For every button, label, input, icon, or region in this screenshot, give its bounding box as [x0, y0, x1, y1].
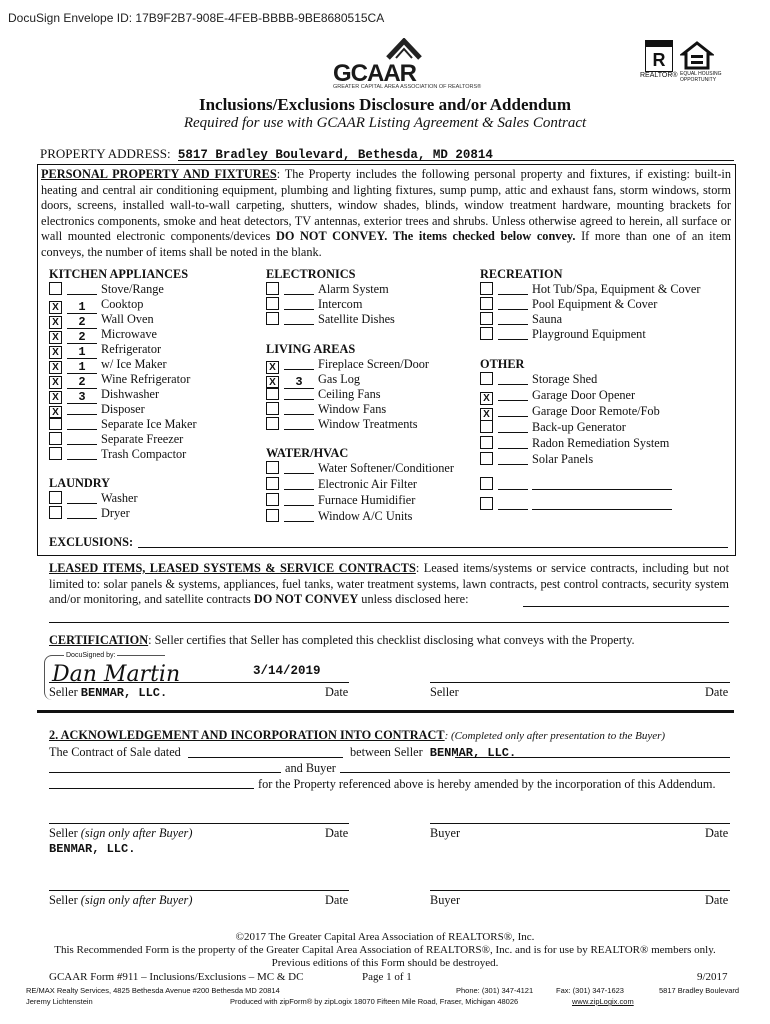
realtor-icon	[645, 40, 673, 72]
item-label: Garage Door Remote/Fob	[532, 404, 660, 418]
checkbox[interactable]: X	[480, 392, 493, 405]
kitchen-item	[49, 447, 186, 462]
laundry-heading: LAUNDRY	[49, 476, 111, 490]
checkbox[interactable]: X	[49, 346, 62, 359]
item-label: Hot Tub/Spa, Equipment & Cover	[532, 282, 701, 296]
item-label: Cooktop	[101, 297, 144, 311]
quantity-field[interactable]	[284, 461, 314, 474]
kitchen-item	[49, 417, 197, 432]
footer-phone: Phone: (301) 347-4121	[456, 986, 534, 995]
recreation-heading: RECREATION	[480, 267, 563, 281]
quantity-field[interactable]	[67, 447, 97, 460]
docusigned-label: DocuSigned by:	[66, 652, 116, 659]
ack-sig2-date2: Date	[705, 893, 729, 907]
footer-agent: Jeremy Lichtenstein	[26, 997, 93, 1006]
checkbox[interactable]: X	[49, 316, 62, 329]
living-item	[266, 357, 429, 372]
item-label: Wine Refrigerator	[101, 372, 191, 386]
item-label: Sauna	[532, 312, 563, 326]
recreation-item	[480, 282, 700, 297]
footer-url[interactable]: www.zipLogix.com	[572, 997, 634, 1006]
checkbox[interactable]	[480, 282, 493, 295]
living-heading: LIVING AREAS	[266, 342, 356, 356]
certification-date-value[interactable]: 3/14/2019	[253, 664, 321, 678]
quantity-field[interactable]	[498, 388, 528, 401]
other-item	[480, 452, 593, 467]
water-item	[266, 493, 415, 508]
seller-signature[interactable]: Dan Martin	[52, 662, 181, 687]
quantity-field[interactable]	[67, 432, 97, 445]
quantity-field[interactable]	[284, 282, 314, 295]
quantity-field[interactable]	[284, 493, 314, 506]
quantity-field[interactable]	[67, 417, 97, 430]
footer-fax: Fax: (301) 347-1623	[556, 986, 624, 995]
electronics-item	[266, 297, 362, 312]
svg-text:R: R	[652, 50, 666, 70]
ack-sig2-date: Date	[325, 893, 349, 907]
personal-property-heading: PERSONAL PROPERTY AND FIXTURES	[41, 167, 277, 181]
electronics-heading: ELECTRONICS	[266, 267, 356, 281]
checkbox[interactable]	[266, 282, 279, 295]
item-label: Solar Panels	[532, 452, 594, 466]
living-item	[266, 372, 360, 387]
quantity-field[interactable]	[284, 357, 314, 370]
certification-paragraph: CERTIFICATION: Seller certifies that Seller has completed this checklist disclosing what conveys with the Property.	[49, 633, 635, 647]
checkbox[interactable]	[480, 312, 493, 325]
kitchen-item	[49, 327, 157, 342]
certification-seller2-label: Seller	[430, 685, 459, 699]
other-item	[480, 372, 597, 387]
checkbox[interactable]	[480, 436, 493, 449]
kitchen-item	[49, 387, 159, 402]
other-heading: OTHER	[480, 357, 525, 371]
certification-seller-row	[49, 685, 167, 700]
contract-date-field[interactable]	[188, 745, 343, 758]
item-label: Alarm System	[318, 282, 389, 296]
checkbox[interactable]	[49, 432, 62, 445]
other-blank-row-1	[480, 477, 676, 492]
checkbox[interactable]: X	[49, 391, 62, 404]
checkbox[interactable]	[480, 297, 493, 310]
item-label: Fireplace Screen/Door	[318, 357, 429, 371]
quantity-field[interactable]: 3	[67, 391, 97, 404]
certification-heading: CERTIFICATION	[49, 633, 149, 647]
checkbox[interactable]	[480, 452, 493, 465]
checkbox[interactable]: X	[266, 376, 279, 389]
other-blank-row-2	[480, 497, 676, 512]
logo-word: GCAAR	[333, 60, 416, 87]
other-item	[480, 388, 635, 403]
checkbox[interactable]: X	[49, 361, 62, 374]
living-item	[266, 417, 418, 432]
footer-prop: 5817 Bradley Boulevard	[659, 986, 740, 995]
exclusions-field[interactable]	[138, 547, 728, 548]
quantity-field[interactable]	[67, 282, 97, 295]
checkbox[interactable]: X	[49, 376, 62, 389]
quantity-field[interactable]	[498, 372, 528, 385]
quantity-field[interactable]	[284, 402, 314, 415]
water-item	[266, 461, 454, 476]
form-title: Inclusions/Exclusions Disclosure and/or Addendum	[198, 95, 572, 114]
ack-sig1-buyer: Buyer	[430, 826, 461, 840]
item-label: Back-up Generator	[532, 420, 626, 434]
buyer-field-3[interactable]	[49, 788, 254, 789]
water-item	[266, 477, 417, 492]
item-label: Playground Equipment	[532, 327, 646, 341]
quantity-field[interactable]	[284, 509, 314, 522]
item-label: Satellite Dishes	[318, 312, 395, 326]
laundry-item	[49, 506, 130, 521]
checkbox[interactable]	[266, 297, 279, 310]
checkbox[interactable]	[480, 372, 493, 385]
logo-subtitle: GREATER CAPITAL AREA ASSOCIATION OF REALTORS®	[333, 84, 482, 90]
kitchen-item	[49, 372, 190, 387]
footer-property-line: This Recommended Form is the property of the Greater Capital Area Association of REALTORS®, Inc. and is for use by REALTOR® members only.	[54, 944, 716, 956]
footer-date: 9/2017	[697, 971, 728, 983]
quantity-field[interactable]	[67, 491, 97, 504]
ack-heading: 2. ACKNOWLEDGEMENT AND INCORPORATION INTO CONTRACT	[49, 728, 445, 742]
item-label: Water Softener/Conditioner	[318, 461, 454, 475]
quantity-field[interactable]	[498, 420, 528, 433]
checkbox[interactable]: X	[49, 331, 62, 344]
quantity-field[interactable]: 1	[67, 301, 97, 314]
quantity-field[interactable]: 3	[284, 376, 314, 389]
personal-property-paragraph: PERSONAL PROPERTY AND FIXTURES: The Property includes the following personal property and fixtures, if existing: built-in heating and central air conditioning equipment, plumbing and lighting fixtures, sump pump, attic and exhaust fans, storm windows, storm doors, screens, installed wall-to-wall carpeting, shutters, window shades, blinds, window treatment hardware, mounting brackets for electronics components, smoke and heat detectors, TV antennas, exterior trees and shrubs. Unless otherwise agreed to herein, all surface or wall mounted electronic components/devices DO NOT CONVEY. The items checked below convey. If more than one of an item conveys, the number of items shall be noted in the blank.	[41, 167, 731, 259]
kitchen-item	[49, 402, 145, 417]
recreation-item	[480, 297, 657, 312]
kitchen-item	[49, 312, 154, 327]
item-label: Ceiling Fans	[318, 387, 381, 401]
checkbox[interactable]: X	[49, 406, 62, 419]
checkbox[interactable]	[266, 312, 279, 325]
quantity-field[interactable]	[498, 452, 528, 465]
ack-heading-row: 2. ACKNOWLEDGEMENT AND INCORPORATION INTO CONTRACT: (Completed only after presentation to the Buyer)	[49, 728, 666, 742]
kitchen-heading: KITCHEN APPLIANCES	[49, 267, 189, 281]
item-label: w/ Ice Maker	[101, 357, 167, 371]
leased-paragraph: LEASED ITEMS, LEASED SYSTEMS & SERVICE CONTRACTS: Leased items/systems or service contracts, including but not limited to: solar panels & systems, appliances, fuel tanks, water treatment systems, lawn contracts, pest control contracts, security system and/or monitoring, and satellite contracts DO NOT CONVEY unless disclosed here:	[49, 561, 729, 607]
buyer-field[interactable]	[49, 772, 281, 773]
leased-field-2[interactable]	[49, 622, 729, 623]
kitchen-item	[49, 282, 164, 297]
and-buyer-label: and Buyer	[285, 761, 336, 775]
checkbox[interactable]	[266, 402, 279, 415]
quantity-field[interactable]: 2	[67, 331, 97, 344]
footer-previous: Previous editions of this Form should be destroyed.	[271, 957, 499, 969]
leased-field[interactable]	[523, 606, 729, 607]
kitchen-item	[49, 342, 161, 357]
checkbox[interactable]	[480, 497, 493, 510]
quantity-field[interactable]: 2	[67, 316, 97, 329]
living-item	[266, 402, 386, 417]
property-address-value[interactable]: 5817 Bradley Boulevard, Bethesda, MD 20814	[177, 148, 493, 162]
footer-zipform: Produced with zipForm® by zipLogix 18070 Fifteen Mile Road, Fraser, Michigan 48026	[230, 997, 519, 1006]
item-label: Electronic Air Filter	[318, 477, 418, 491]
amended-text: for the Property referenced above is hereby amended by the incorporation of this Addendum.	[258, 777, 716, 791]
quantity-field[interactable]	[498, 404, 528, 417]
checkbox[interactable]	[49, 282, 62, 295]
ack-sig1-date2: Date	[705, 826, 729, 840]
quantity-field[interactable]	[284, 387, 314, 400]
item-label: Furnace Humidifier	[318, 493, 416, 507]
other-item	[480, 420, 626, 435]
item-label: Storage Shed	[532, 372, 598, 386]
quantity-field[interactable]	[498, 436, 528, 449]
item-label: Window Treatments	[318, 417, 418, 431]
item-label: Pool Equipment & Cover	[532, 297, 658, 311]
item-label: Microwave	[101, 327, 157, 341]
footer-copyright: ©2017 The Greater Capital Area Association of REALTORS®, Inc.	[235, 931, 535, 943]
checkbox[interactable]	[266, 477, 279, 490]
kitchen-item	[49, 297, 143, 312]
seller-label: Seller	[49, 685, 78, 699]
item-label: Stove/Range	[101, 282, 164, 296]
quantity-field[interactable]	[284, 477, 314, 490]
gcaar-logo-icon	[384, 38, 424, 60]
item-label: Window Fans	[318, 402, 387, 416]
recreation-item	[480, 312, 562, 327]
checkbox[interactable]	[49, 506, 62, 519]
water-heading: WATER/HVAC	[266, 446, 349, 460]
quantity-field[interactable]	[67, 402, 97, 415]
footer-form: GCAAR Form #911 – Inclusions/Exclusions – MC & DC	[49, 971, 304, 983]
ack-sig1-name: BENMAR, LLC.	[49, 842, 136, 856]
ack-sig2-buyer: Buyer	[430, 893, 461, 907]
item-label: Refrigerator	[101, 342, 162, 356]
buyer-field-2[interactable]	[340, 772, 730, 773]
checkbox[interactable]	[480, 477, 493, 490]
checkbox[interactable]	[266, 461, 279, 474]
living-item	[266, 387, 381, 402]
item-label: Dryer	[101, 506, 130, 520]
quantity-field[interactable]: 2	[67, 376, 97, 389]
quantity-field[interactable]	[67, 506, 97, 519]
quantity-field[interactable]	[498, 327, 528, 340]
ack-sig2-seller: Seller (sign only after Buyer)	[49, 893, 193, 907]
item-label: Separate Ice Maker	[101, 417, 197, 431]
seller-name: BENMAR, LLC.	[80, 686, 168, 700]
item-label: Gas Log	[318, 372, 361, 386]
checkbox[interactable]	[49, 417, 62, 430]
checkbox[interactable]	[266, 417, 279, 430]
quantity-field[interactable]	[284, 297, 314, 310]
checkbox[interactable]: X	[49, 301, 62, 314]
ack-sig1-seller: Seller (sign only after Buyer)	[49, 826, 193, 840]
checkbox[interactable]: X	[266, 361, 279, 374]
other-item	[480, 436, 669, 451]
other-item	[480, 404, 660, 419]
section-divider	[37, 710, 734, 713]
certification-date2-label: Date	[705, 685, 729, 699]
water-item	[266, 509, 412, 524]
quantity-field[interactable]	[498, 297, 528, 310]
electronics-item	[266, 282, 389, 297]
quantity-field[interactable]	[284, 417, 314, 430]
checkbox[interactable]: X	[480, 408, 493, 421]
kitchen-item	[49, 432, 183, 447]
equal-housing-label: EQUAL HOUSING OPPORTUNITY	[680, 71, 722, 83]
certification-date-label: Date	[325, 685, 349, 699]
item-label: Separate Freezer	[101, 432, 184, 446]
checkbox[interactable]	[266, 493, 279, 506]
recreation-item	[480, 327, 646, 342]
item-label: Washer	[101, 491, 138, 505]
item-label: Trash Compactor	[101, 447, 187, 461]
item-label: Dishwasher	[101, 387, 160, 401]
item-label: Garage Door Opener	[532, 388, 636, 402]
ack-seller-name: BENMAR, LLC.	[429, 746, 517, 760]
quantity-field[interactable]	[284, 312, 314, 325]
exclusions-label: EXCLUSIONS:	[49, 535, 134, 549]
quantity-field[interactable]	[498, 282, 528, 295]
form-subtitle: Required for use with GCAAR Listing Agreement & Sales Contract	[183, 115, 587, 131]
item-label: Intercom	[318, 297, 363, 311]
envelope-id: DocuSign Envelope ID: 17B9F2B7-908E-4FEB-BBBB-9BE8680515CA	[8, 11, 385, 25]
property-address-label: PROPERTY ADDRESS:	[40, 146, 171, 161]
realtor-label: REALTOR®	[640, 72, 678, 79]
item-label: Disposer	[101, 402, 145, 416]
contract-dated-row: The Contract of Sale dated between Seller BENMAR, LLC.	[49, 745, 517, 760]
leased-heading: LEASED ITEMS, LEASED SYSTEMS & SERVICE CONTRACTS	[49, 561, 416, 575]
item-label: Window A/C Units	[318, 509, 413, 523]
laundry-item	[49, 491, 138, 506]
checkbox[interactable]	[480, 327, 493, 340]
quantity-field[interactable]	[498, 312, 528, 325]
footer-page: Page 1 of 1	[362, 971, 412, 983]
ack-seller-field[interactable]	[455, 757, 730, 758]
quantity-field[interactable]: 1	[67, 361, 97, 374]
item-label: Radon Remediation System	[532, 436, 670, 450]
checkbox[interactable]	[266, 509, 279, 522]
electronics-item	[266, 312, 395, 327]
checkbox[interactable]	[480, 420, 493, 433]
checkbox[interactable]	[49, 447, 62, 460]
checkbox[interactable]	[266, 387, 279, 400]
ack-sig1-date: Date	[325, 826, 349, 840]
checkbox[interactable]	[49, 491, 62, 504]
item-label: Wall Oven	[101, 312, 154, 326]
quantity-field[interactable]: 1	[67, 346, 97, 359]
kitchen-item	[49, 357, 167, 372]
footer-office: RE/MAX Realty Services, 4825 Bethesda Avenue #200 Bethesda MD 20814	[26, 986, 280, 995]
equal-housing-icon	[680, 40, 714, 70]
